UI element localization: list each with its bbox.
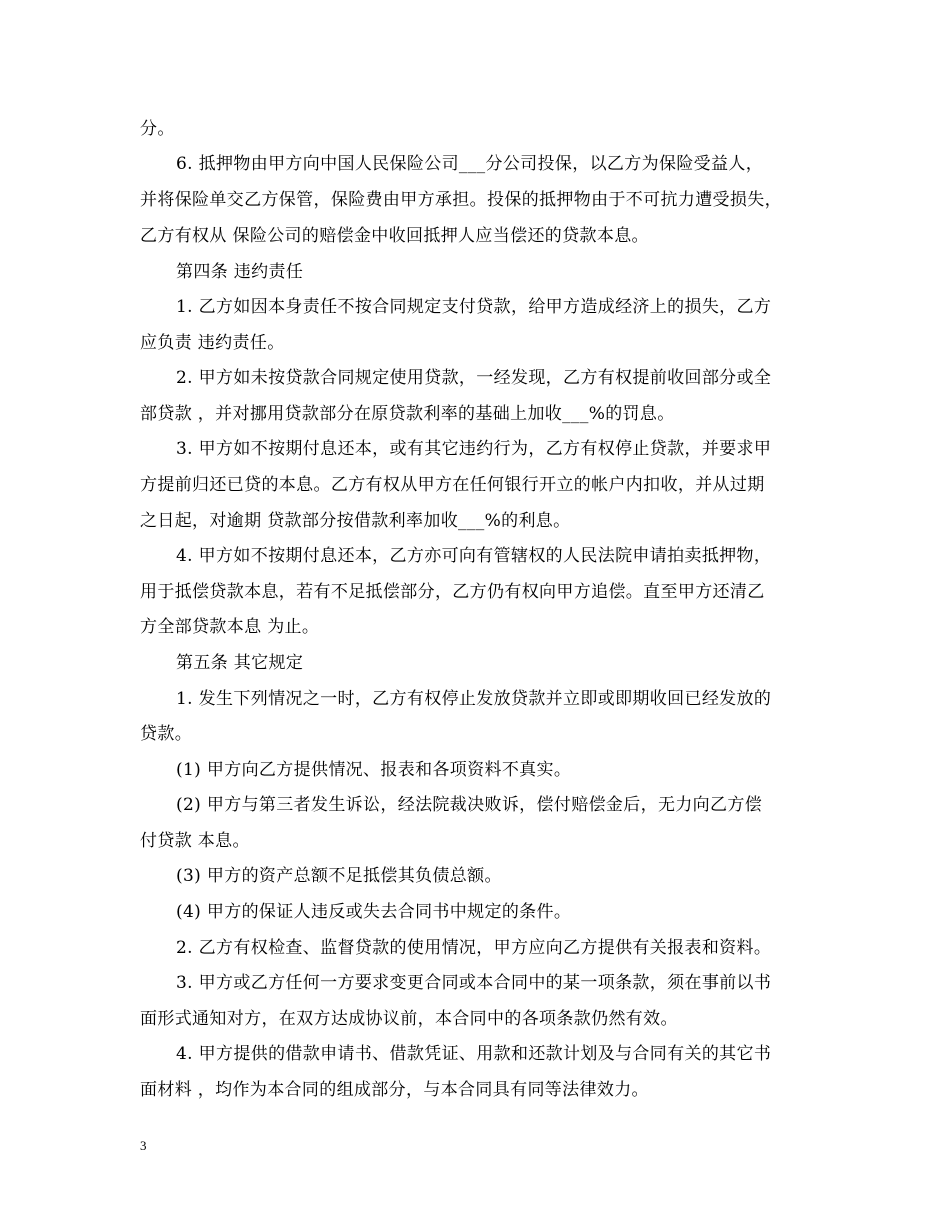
text-line: (2) 甲方与第三者发生诉讼，经法院裁决败诉，偿付赔偿金后，无力向乙方偿 bbox=[176, 795, 763, 815]
section-heading: 第五条 其它规定 bbox=[176, 653, 304, 673]
text-line: 1. 发生下列情况之一时，乙方有权停止发放贷款并立即或即期收回已经发放的 bbox=[176, 689, 772, 709]
text-line: 2. 甲方如未按贷款合同规定使用贷款，一经发现，乙方有权提前收回部分或全 bbox=[176, 368, 772, 388]
text-line: 4. 甲方如不按期付息还本，乙方亦可向有管辖权的人民法院申请拍卖抵押物， bbox=[176, 546, 772, 566]
text-line: 并将保险单交乙方保管，保险费由甲方承担。投保的抵押物由于不可抗力遭受损失， bbox=[140, 190, 782, 210]
text-line: (4) 甲方的保证人违反或失去合同书中规定的条件。 bbox=[176, 902, 572, 922]
text-line: 1. 乙方如因本身责任不按合同规定支付贷款，给甲方造成经济上的损失，乙方 bbox=[176, 297, 772, 317]
text-line: 3. 甲方或乙方任何一方要求变更合同或本合同中的某一项条款，须在事前以书 bbox=[176, 973, 772, 993]
text-line: 6. 抵押物由甲方向中国人民保险公司___分公司投保，以乙方为保险受益人， bbox=[176, 154, 764, 174]
text-line: 2. 乙方有权检查、监督贷款的使用情况，甲方应向乙方提供有关报表和资料。 bbox=[176, 938, 772, 958]
text-line: (1) 甲方向乙方提供情况、报表和各项资料不真实。 bbox=[176, 760, 572, 780]
text-line: 应负责 违约责任。 bbox=[140, 333, 285, 353]
text-line: 贷款。 bbox=[140, 724, 193, 744]
text-line: 之日起，对逾期 贷款部分按借款利率加收___%的利息。 bbox=[140, 511, 571, 531]
text-line: 方全部贷款本息 为止。 bbox=[140, 617, 320, 637]
text-line: (3) 甲方的资产总额不足抵偿其负债总额。 bbox=[176, 866, 502, 886]
text-line: 方提前归还已贷的本息。乙方有权从甲方在任何银行开立的帐户内扣收，并从过期 bbox=[140, 475, 765, 495]
section-heading: 第四条 违约责任 bbox=[176, 262, 304, 282]
text-line: 部贷款 ，并对挪用贷款部分在原贷款利率的基础上加收___%的罚息。 bbox=[140, 404, 675, 424]
text-line: 3. 甲方如不按期付息还本，或有其它违约行为，乙方有权停止贷款，并要求甲 bbox=[176, 439, 772, 459]
text-line: 面材料 ，均作为本合同的组成部分，与本合同具有同等法律效力。 bbox=[140, 1080, 649, 1100]
text-line: 面形式通知对方，在双方达成协议前，本合同中的各项条款仍然有效。 bbox=[140, 1009, 678, 1029]
text-line: 4. 甲方提供的借款申请书、借款凭证、用款和还款计划及与合同有关的其它书 bbox=[176, 1044, 772, 1064]
text-line: 分。 bbox=[140, 119, 175, 139]
text-line: 用于抵偿贷款本息，若有不足抵偿部分，乙方仍有权向甲方追偿。直至甲方还清乙 bbox=[140, 582, 765, 602]
text-line: 乙方有权从 保险公司的赔偿金中收回抵押人应当偿还的贷款本息。 bbox=[140, 226, 649, 246]
text-line: 付贷款 本息。 bbox=[140, 831, 250, 851]
page-number: 3 bbox=[140, 1138, 147, 1153]
